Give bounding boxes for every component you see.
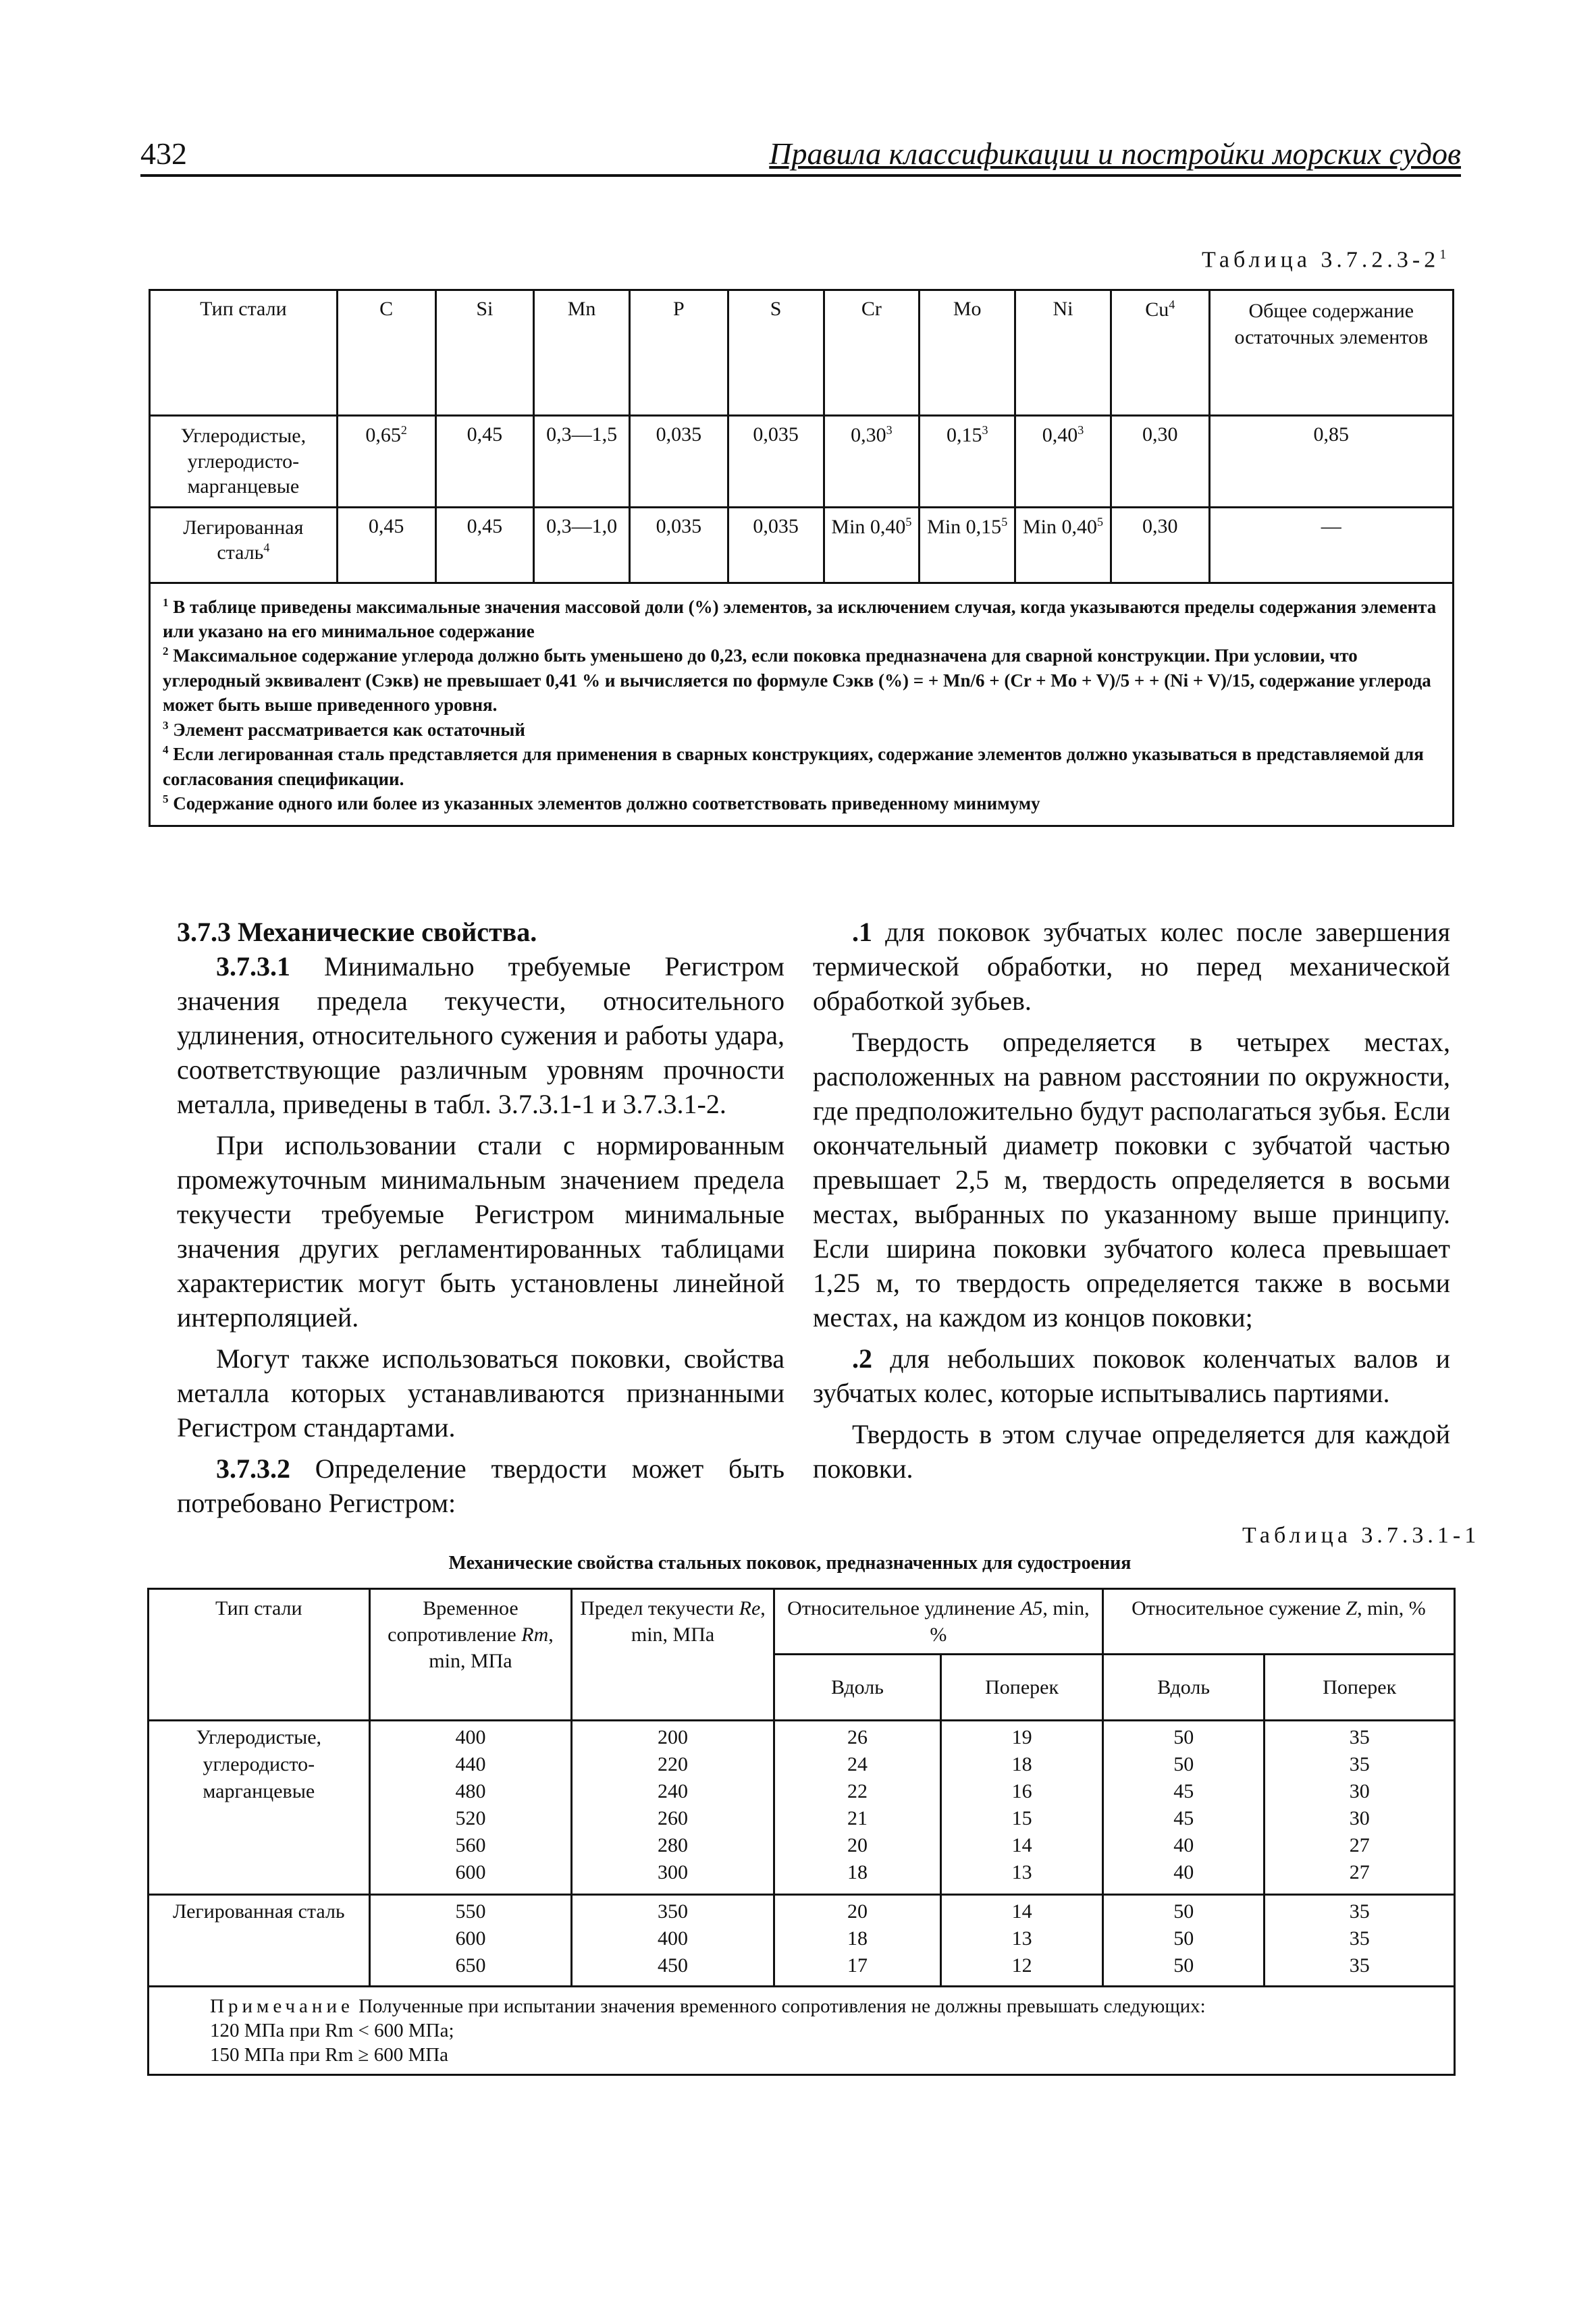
footnote bbox=[163, 718, 1440, 742]
row-type: Углеродистые, углеродисто-марганцевые bbox=[150, 416, 338, 508]
footnote-num: 3 bbox=[163, 718, 169, 732]
footnote-num: 5 bbox=[163, 793, 169, 805]
paragraph bbox=[177, 949, 784, 1121]
th-a-across: Поперек bbox=[941, 1655, 1103, 1721]
cell-re-item: 240 bbox=[658, 1780, 689, 1802]
th-a-symbol: A5 bbox=[1020, 1597, 1043, 1619]
cell-cr bbox=[824, 507, 920, 583]
section-heading bbox=[177, 915, 784, 949]
note-line: 150 МПа при Rm ≥ 600 МПа bbox=[210, 2044, 449, 2066]
cell-ni-val: 0,40 bbox=[1042, 424, 1078, 446]
th-z-label: Относительное сужение bbox=[1132, 1597, 1346, 1619]
cell-s: 0,035 bbox=[728, 507, 824, 583]
paragraph bbox=[813, 915, 1450, 1018]
cell-ni bbox=[1015, 416, 1111, 508]
cell-a-across-item: 15 bbox=[1011, 1807, 1032, 1829]
footnote-text: Содержание одного или более из указанных элементов должно соответствовать приведенному минимуму bbox=[173, 793, 1040, 813]
cell-rm-item: 600 bbox=[455, 1927, 486, 1950]
cell-a-across-item: 12 bbox=[1011, 1954, 1032, 1977]
cell-mo-sup: 5 bbox=[1001, 514, 1008, 529]
footnote-text: Элемент рассматривается как остаточный bbox=[173, 719, 525, 740]
th-steel-type: Тип стали bbox=[149, 1589, 370, 1721]
cell-mn: 0,3—1,5 bbox=[534, 416, 630, 508]
cell-c bbox=[337, 416, 435, 508]
th-reduction-of-area bbox=[1102, 1589, 1454, 1655]
cell-z-across-item: 27 bbox=[1349, 1861, 1370, 1883]
paragraph-text: для поковок зубчатых колес после завершения термической обработки, но перед механической обработкой зубьев. bbox=[813, 917, 1450, 1016]
cell-a-across-item: 13 bbox=[1011, 1927, 1032, 1950]
cell-p: 0,035 bbox=[629, 507, 728, 583]
cell-a-across-item: 19 bbox=[1011, 1726, 1032, 1748]
paragraph-text: Твердость определяется в четырех местах, расположенных на равном расстоянии по окружности, где предположительно будут располагаться зубья. Если окончательный диаметр поковки с зубчатой частью превышает 2,5 м, твердость определяется в восьми местах, выбранных по указанному выше принципу. Если ширина поковки зубчатого колеса превышает 1,25 м, то твердость определяется также в восьми местах, на каждом из концов поковки; bbox=[813, 1027, 1450, 1333]
cell-a-along-item: 17 bbox=[847, 1954, 868, 1977]
cell-rm-list bbox=[369, 1895, 572, 1987]
cell-a-across-list bbox=[941, 1721, 1103, 1895]
cell-mo bbox=[920, 416, 1015, 508]
paragraph-number: .1 bbox=[852, 917, 872, 947]
cell-rm-item: 650 bbox=[455, 1954, 486, 1977]
footnote-text: Если легированная сталь представляется для применения в сварных конструкциях, содержание элементов должно указываться в представляемой для согласования спецификации. bbox=[163, 744, 1424, 789]
th-a-label: Относительное удлинение bbox=[787, 1597, 1021, 1619]
cell-re-list bbox=[572, 1895, 774, 1987]
cell-z-across-item: 30 bbox=[1349, 1780, 1370, 1802]
running-title: Правила классификации и постройки морских судов bbox=[769, 136, 1461, 171]
cell-a-along-item: 20 bbox=[847, 1834, 868, 1856]
th-p: P bbox=[629, 290, 728, 416]
table2-note bbox=[149, 1987, 1455, 2075]
cell-a-along-item: 26 bbox=[847, 1726, 868, 1748]
table-row bbox=[150, 416, 1454, 508]
cell-mo-val: Min 0,15 bbox=[927, 515, 1002, 538]
note-line: 120 МПа при Rm < 600 МПа; bbox=[210, 2020, 454, 2041]
cell-re-item: 400 bbox=[658, 1927, 689, 1950]
cell-re-item: 280 bbox=[658, 1834, 689, 1856]
th-cu-text: Cu bbox=[1145, 298, 1169, 321]
cell-rm-list bbox=[369, 1721, 572, 1895]
cell-z-across-item: 35 bbox=[1349, 1927, 1370, 1950]
cell-z-across-item: 35 bbox=[1349, 1954, 1370, 1977]
cell-re-item: 350 bbox=[658, 1900, 689, 1923]
footnote bbox=[163, 742, 1440, 791]
paragraph bbox=[177, 1341, 784, 1445]
table2-title: Механические свойства стальных поковок, предназначенных для судостроения bbox=[448, 1553, 1132, 1574]
cell-re-item: 300 bbox=[658, 1861, 689, 1883]
cell-z-across-item: 30 bbox=[1349, 1807, 1370, 1829]
th-si: Si bbox=[435, 290, 534, 416]
th-rm-label: Временное сопротивление bbox=[388, 1597, 522, 1646]
cell-z-along-item: 50 bbox=[1173, 1927, 1194, 1950]
section-heading-text: 3.7.3 Механические свойства. bbox=[177, 917, 537, 947]
cell-a-across-item: 14 bbox=[1011, 1834, 1032, 1856]
row-type-sup: 4 bbox=[263, 541, 270, 554]
cell-a-along-item: 18 bbox=[847, 1861, 868, 1883]
cell-ni bbox=[1015, 507, 1111, 583]
row-type-text: Легированная сталь bbox=[183, 516, 304, 564]
cell-z-across-list bbox=[1265, 1721, 1455, 1895]
cell-z-along-item: 45 bbox=[1173, 1807, 1194, 1829]
cell-cr-sup: 3 bbox=[886, 423, 893, 437]
cell-rm-item: 600 bbox=[455, 1861, 486, 1883]
th-yield-strength bbox=[572, 1589, 774, 1721]
cell-z-along-item: 40 bbox=[1173, 1861, 1194, 1883]
cell-c-sup: 2 bbox=[400, 423, 407, 437]
th-a-unit: , min, % bbox=[930, 1597, 1090, 1646]
paragraph-text: Определение твердости может быть потребовано Регистром: bbox=[177, 1453, 784, 1518]
table1-label-text: Таблица 3.7.2.3-2 bbox=[1202, 247, 1440, 273]
cell-ni-sup: 5 bbox=[1096, 514, 1103, 529]
cell-re-item: 450 bbox=[658, 1954, 689, 1977]
paragraph bbox=[177, 1451, 784, 1520]
row-type: Углеродистые, углеродисто-марганцевые bbox=[149, 1721, 370, 1895]
cell-total: 0,85 bbox=[1209, 416, 1453, 508]
cell-z-along-list bbox=[1102, 1895, 1265, 1987]
th-z-across: Поперек bbox=[1265, 1655, 1455, 1721]
cell-mo bbox=[920, 507, 1015, 583]
row-type bbox=[150, 507, 338, 583]
paragraph-number: 3.7.3.2 bbox=[216, 1453, 290, 1484]
paragraph-text: для небольших поковок коленчатых валов и зубчатых колес, которые испытывались партиями. bbox=[813, 1343, 1450, 1408]
th-mn: Mn bbox=[534, 290, 630, 416]
th-re-label: Предел текучести bbox=[580, 1597, 739, 1619]
paragraph-text: Минимально требуемые Регистром значения предела текучести, относительного удлинения, относительного сужения и работы удара, соответствующие различным уровням прочности металла, приведены в табл. 3.7.3.1-1 и 3.7.3.1-2. bbox=[177, 951, 784, 1119]
paragraph bbox=[813, 1341, 1450, 1410]
cell-a-across-item: 13 bbox=[1011, 1861, 1032, 1883]
cell-re-list bbox=[572, 1721, 774, 1895]
paragraph-number: 3.7.3.1 bbox=[216, 951, 290, 982]
table2-note-row bbox=[149, 1987, 1455, 2075]
cell-cr bbox=[824, 416, 920, 508]
cell-rm-item: 550 bbox=[455, 1900, 486, 1923]
cell-z-across-list bbox=[1265, 1895, 1455, 1987]
footnote-num: 1 bbox=[163, 595, 169, 609]
paragraph bbox=[177, 1128, 784, 1335]
cell-z-across-item: 35 bbox=[1349, 1900, 1370, 1923]
cell-cr-val: 0,30 bbox=[851, 424, 886, 446]
cell-ni-sup: 3 bbox=[1078, 423, 1084, 437]
cell-z-across-item: 27 bbox=[1349, 1834, 1370, 1856]
th-re-unit: , min, МПа bbox=[631, 1597, 766, 1646]
cell-z-across-item: 35 bbox=[1349, 1726, 1370, 1748]
paragraph-text: При использовании стали с нормированным промежуточным минимальным значением предела текучести требуемые Регистром минимальные значения других регламентированных таблицами характеристик могут быть установлены линейной интерполяцией. bbox=[177, 1130, 784, 1333]
paragraph bbox=[813, 1025, 1450, 1335]
cell-ni-val: Min 0,40 bbox=[1022, 515, 1097, 538]
cell-rm-item: 480 bbox=[455, 1780, 486, 1802]
cell-total: — bbox=[1209, 507, 1453, 583]
chem-composition-table bbox=[149, 289, 1454, 827]
cell-z-along-item: 50 bbox=[1173, 1726, 1194, 1748]
cell-cu: 0,30 bbox=[1111, 416, 1209, 508]
note-line bbox=[210, 1994, 1393, 2018]
cell-a-along-item: 24 bbox=[847, 1753, 868, 1775]
cell-a-across-list bbox=[941, 1895, 1103, 1987]
paragraph-number: .2 bbox=[852, 1343, 872, 1374]
th-rm-symbol: Rm bbox=[521, 1624, 549, 1646]
th-ni: Ni bbox=[1015, 290, 1111, 416]
th-z-unit: , min, % bbox=[1357, 1597, 1426, 1619]
table1-header-row bbox=[150, 290, 1454, 416]
th-tensile-strength bbox=[369, 1589, 572, 1721]
th-mo: Mo bbox=[920, 290, 1015, 416]
cell-rm-item: 440 bbox=[455, 1753, 486, 1775]
cell-a-across-item: 18 bbox=[1011, 1753, 1032, 1775]
cell-rm-item: 400 bbox=[455, 1726, 486, 1748]
table-row bbox=[149, 1721, 1455, 1895]
cell-c-val: 0,65 bbox=[365, 424, 401, 446]
mechanical-properties-table bbox=[147, 1588, 1456, 2076]
cell-z-along-item: 50 bbox=[1173, 1954, 1194, 1977]
cell-re-item: 260 bbox=[658, 1807, 689, 1829]
th-a-along: Вдоль bbox=[774, 1655, 941, 1721]
th-cu bbox=[1111, 290, 1209, 416]
cell-a-along-item: 22 bbox=[847, 1780, 868, 1802]
th-total-residual: Общее содержание остаточных элементов bbox=[1209, 290, 1453, 416]
th-cr: Cr bbox=[824, 290, 920, 416]
table-row bbox=[150, 507, 1454, 583]
cell-z-across-item: 35 bbox=[1349, 1753, 1370, 1775]
cell-a-along-item: 21 bbox=[847, 1807, 868, 1829]
body-right-column bbox=[813, 915, 1450, 1486]
cell-rm-item: 560 bbox=[455, 1834, 486, 1856]
th-z-along: Вдоль bbox=[1102, 1655, 1265, 1721]
cell-a-along-list bbox=[774, 1895, 941, 1987]
cell-z-along-item: 45 bbox=[1173, 1780, 1194, 1802]
paragraph-text: Могут также использоваться поковки, свойства металла которых устанавливаются признанными Регистром стандартами. bbox=[177, 1343, 784, 1443]
cell-p: 0,035 bbox=[629, 416, 728, 508]
cell-cr-val: Min 0,40 bbox=[831, 515, 906, 538]
table1-notes-row bbox=[150, 583, 1454, 826]
note-text: Полученные при испытании значения временного сопротивления не должны превышать следующих: bbox=[353, 1995, 1206, 2017]
th-cu-sup: 4 bbox=[1169, 298, 1175, 311]
body-left-column bbox=[177, 915, 784, 1520]
th-c: C bbox=[337, 290, 435, 416]
cell-a-along-list bbox=[774, 1721, 941, 1895]
note-label: Примечание bbox=[210, 1995, 354, 2017]
cell-s: 0,035 bbox=[728, 416, 824, 508]
cell-z-along-list bbox=[1102, 1721, 1265, 1895]
cell-c: 0,45 bbox=[337, 507, 435, 583]
cell-a-across-item: 14 bbox=[1011, 1900, 1032, 1923]
table2-label: Таблица 3.7.3.1-1 bbox=[1242, 1523, 1481, 1548]
footnote bbox=[163, 791, 1440, 815]
th-steel-type: Тип стали bbox=[150, 290, 338, 416]
cell-mo-sup: 3 bbox=[982, 423, 988, 437]
table2-header-row bbox=[149, 1589, 1455, 1655]
cell-mn: 0,3—1,0 bbox=[534, 507, 630, 583]
footnote-text: В таблице приведены максимальные значения массовой доли (%) элементов, за исключением случая, когда указываются пределы содержания элемента или указано на его минимальное содержание bbox=[163, 596, 1437, 641]
cell-rm-item: 520 bbox=[455, 1807, 486, 1829]
row-type: Легированная сталь bbox=[149, 1895, 370, 1987]
cell-z-along-item: 40 bbox=[1173, 1834, 1194, 1856]
th-z-symbol: Z bbox=[1346, 1597, 1358, 1619]
table1-label-sup: 1 bbox=[1439, 247, 1447, 262]
page-number: 432 bbox=[140, 136, 187, 171]
footnote bbox=[163, 595, 1440, 644]
paragraph-text: Твердость в этом случае определяется для каждой поковки. bbox=[813, 1419, 1450, 1484]
cell-re-item: 200 bbox=[658, 1726, 689, 1748]
th-re-symbol: Re bbox=[739, 1597, 761, 1619]
th-elongation bbox=[774, 1589, 1102, 1655]
cell-mo-val: 0,15 bbox=[946, 424, 982, 446]
cell-cu: 0,30 bbox=[1111, 507, 1209, 583]
cell-re-item: 220 bbox=[658, 1753, 689, 1775]
cell-z-along-item: 50 bbox=[1173, 1753, 1194, 1775]
cell-si: 0,45 bbox=[435, 507, 534, 583]
footnote-num: 4 bbox=[163, 743, 169, 757]
table-row bbox=[149, 1895, 1455, 1987]
footnote-text: Максимальное содержание углерода должно быть уменьшено до 0,23, если поковка предназначена для сварной конструкции. При условии, что углеродный эквивалент (Cэкв) не превышает 0,41 % и вычисляется по формуле Cэкв (%) = + Mn/6 + (Cr + Mo + V)/5 + + (Ni + V)/15, содержание углерода может быть выше приведенного уровня. bbox=[163, 645, 1431, 716]
cell-a-across-item: 16 bbox=[1011, 1780, 1032, 1802]
page-header bbox=[140, 135, 1461, 177]
cell-a-along-item: 18 bbox=[847, 1927, 868, 1950]
footnote bbox=[163, 643, 1440, 717]
table1-notes bbox=[150, 583, 1454, 826]
th-s: S bbox=[728, 290, 824, 416]
cell-cr-sup: 5 bbox=[905, 514, 912, 529]
cell-a-along-item: 20 bbox=[847, 1900, 868, 1923]
footnote-num: 2 bbox=[163, 645, 169, 658]
table1-label bbox=[1202, 247, 1446, 273]
cell-z-along-item: 50 bbox=[1173, 1900, 1194, 1923]
cell-si: 0,45 bbox=[435, 416, 534, 508]
paragraph bbox=[813, 1417, 1450, 1486]
th-rm-unit: , min, МПа bbox=[429, 1624, 554, 1672]
